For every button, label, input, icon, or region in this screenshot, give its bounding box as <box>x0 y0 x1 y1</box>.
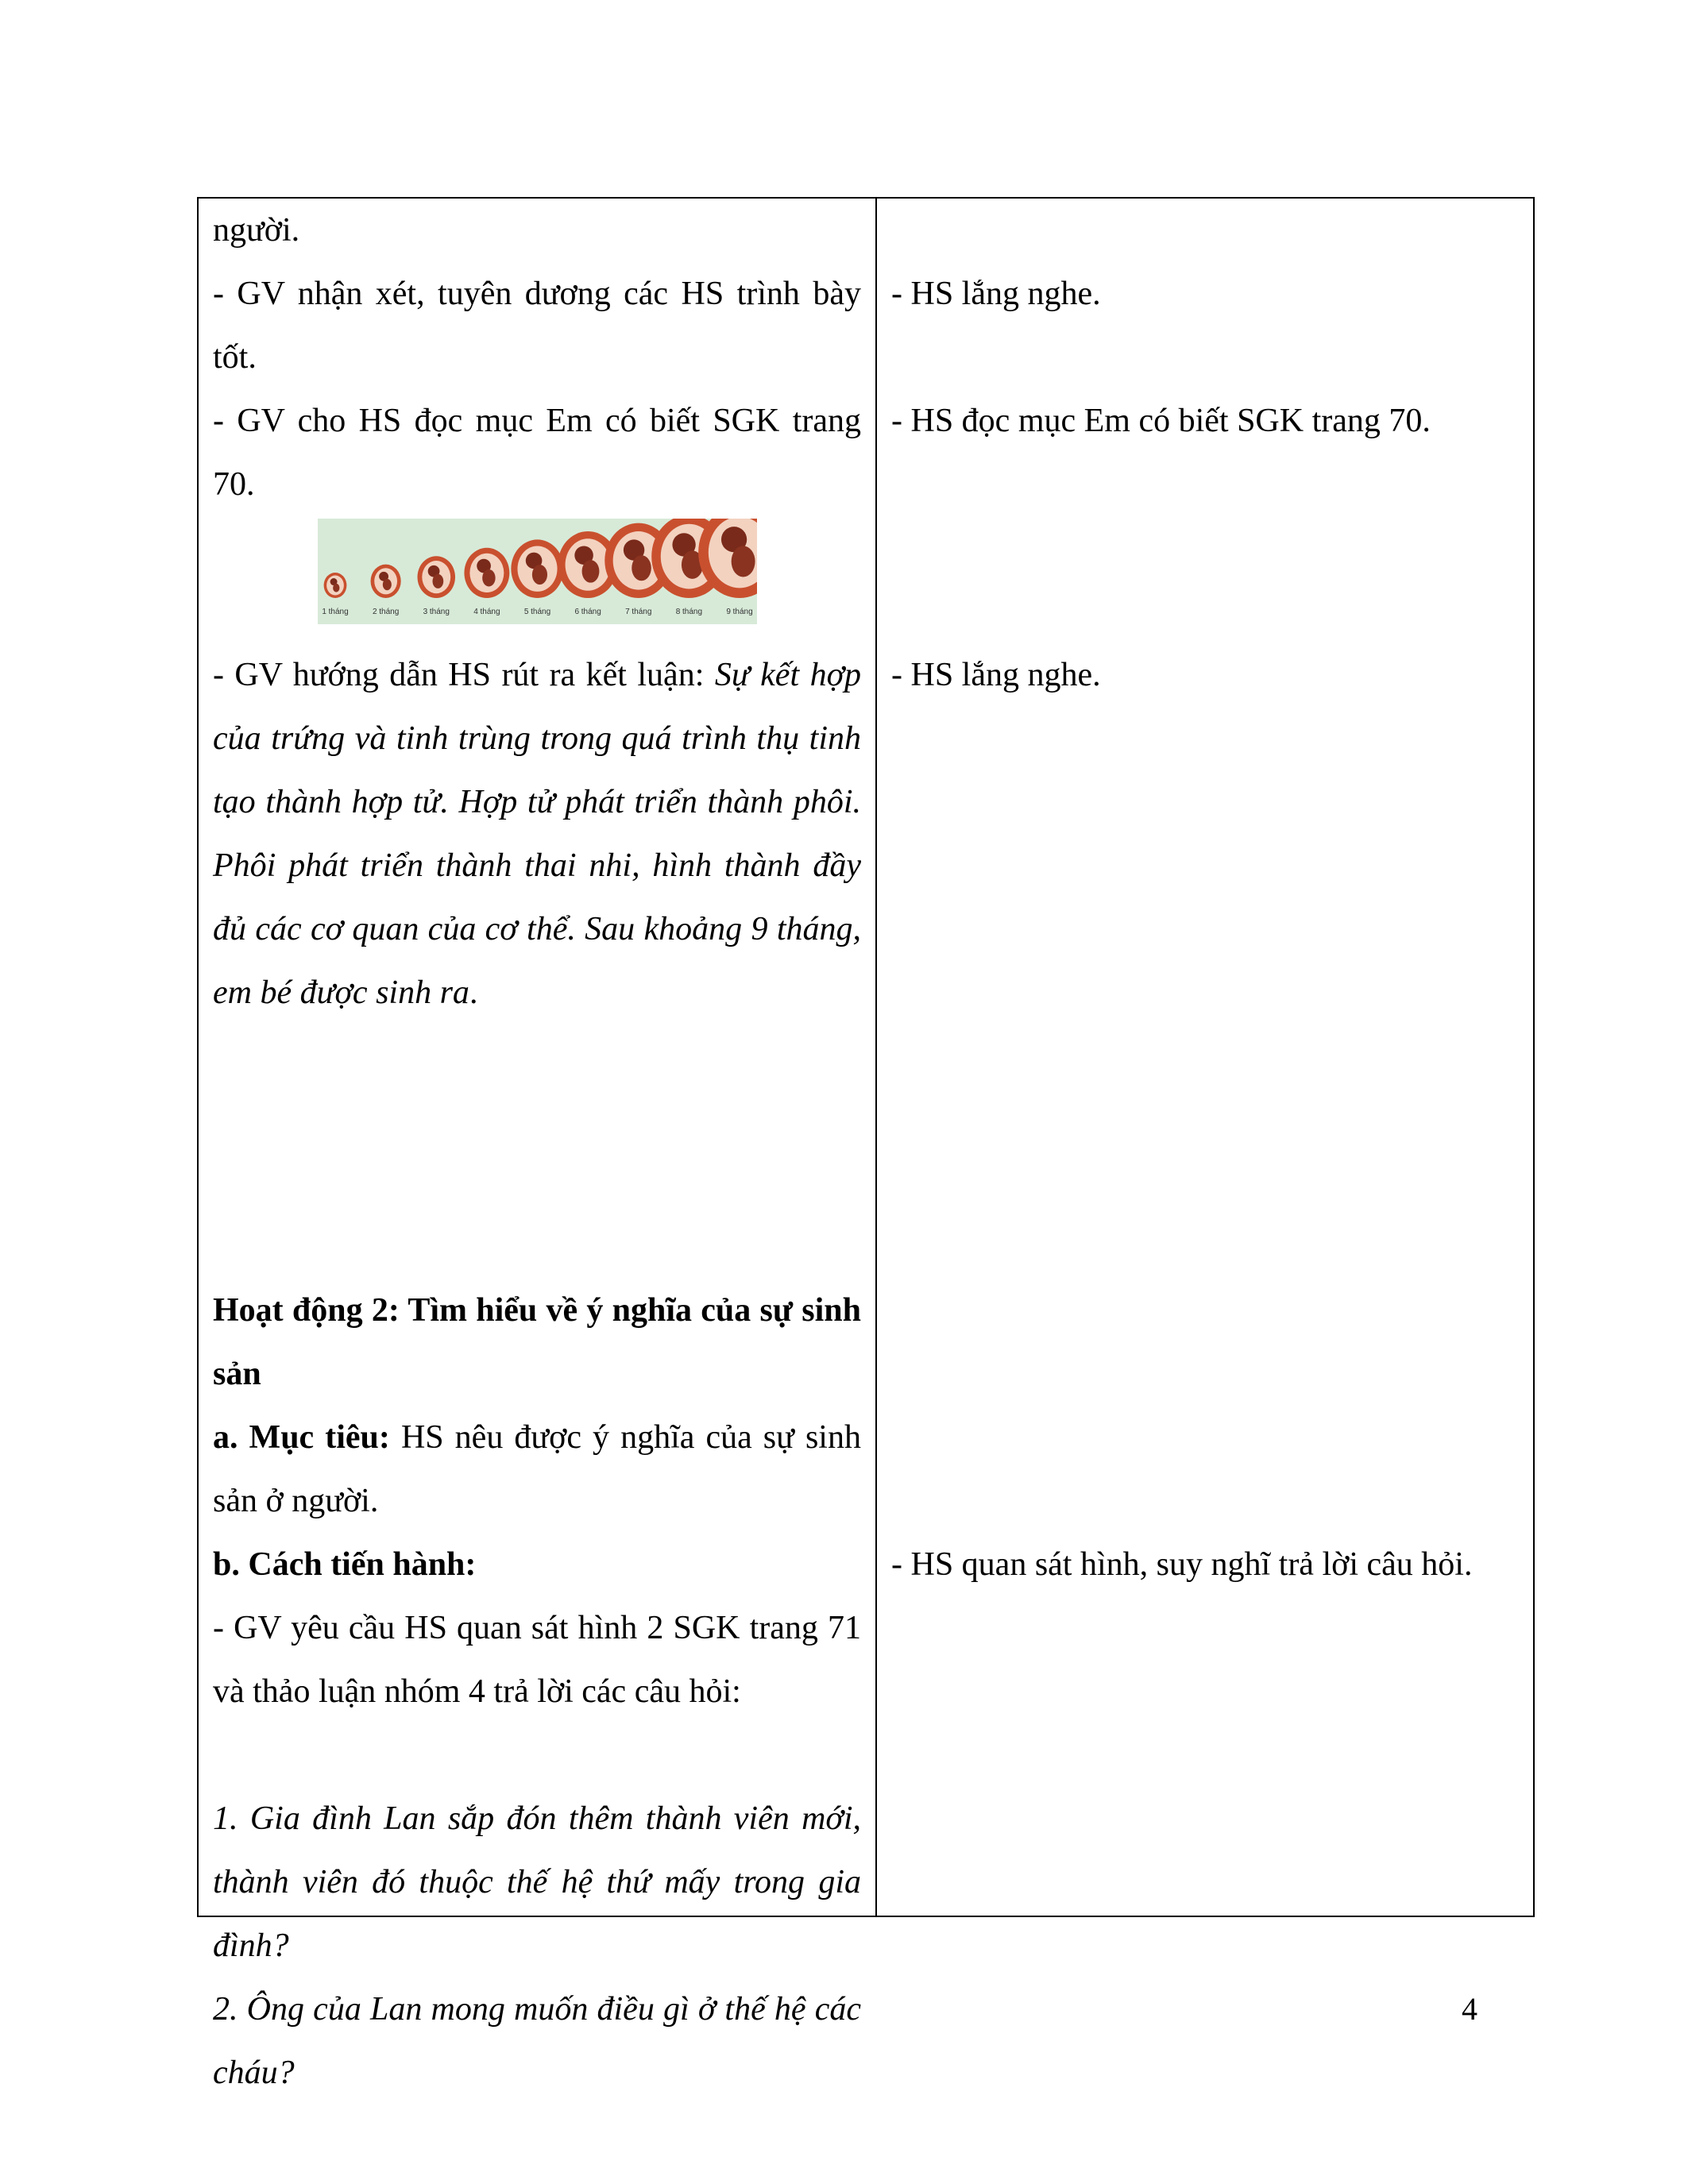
fetus-body <box>732 546 755 577</box>
fetus-body <box>432 574 443 588</box>
question-2-text: 2. Ông của Lan mong muốn điều gì ở thế hệ các cháu? <box>213 1991 861 2091</box>
fetal-stage <box>322 573 348 616</box>
fetal-stages-illustration <box>318 519 757 624</box>
stage-label: 7 tháng <box>625 608 652 616</box>
stage-label: 3 tháng <box>423 608 450 616</box>
fetal-stage <box>511 539 563 616</box>
teacher-praise-paragraph: - GV nhận xét, tuyên dương các HS trình bày tốt. <box>213 276 861 376</box>
fetal-stage <box>698 519 757 616</box>
column-divider <box>875 199 877 1916</box>
conclusion-period: . <box>469 974 478 1011</box>
fetus-body <box>532 565 547 585</box>
stage-label: 4 tháng <box>473 608 500 616</box>
goal-label: a. Mục tiêu: <box>213 1419 390 1456</box>
fetus-body <box>582 560 600 583</box>
fetus-body <box>482 569 495 586</box>
fetal-stage <box>464 548 509 616</box>
stage-label: 9 tháng <box>726 608 753 616</box>
group-discussion-paragraph: - GV yêu cầu HS quan sát hình 2 SGK trang 71 và thảo luận nhóm 4 trả lời các câu hỏi: <box>213 1610 861 1710</box>
question-1 <box>213 1787 861 1978</box>
stage-label: 1 tháng <box>322 608 349 616</box>
student-listen-2: - HS lắng nghe. <box>891 657 1101 693</box>
student-observe-response: - HS quan sát hình, suy nghĩ trả lời câu hỏi. <box>891 1546 1473 1583</box>
page-number: 4 <box>1462 1991 1477 2027</box>
stage-label: 8 tháng <box>675 608 703 616</box>
goal-text: HS nêu được ý nghĩa của sự sinh sản ở người. <box>213 1419 861 1519</box>
stage-label: 2 tháng <box>372 608 400 616</box>
conclusion-text: Sự kết hợp của trứng và tinh trùng trong quá trình thụ tinh tạo thành hợp tử. Hợp tử phát triển thành phôi. Phôi phát triển thành thai nhi, hình thành đầy đủ các cơ quan của cơ thể. Sau khoảng 9 tháng, em bé được sinh ra <box>213 657 861 1011</box>
conclusion-lead: - GV hướng dẫn HS rút ra kết luận: <box>213 657 715 693</box>
activity-2-heading <box>213 1279 861 1406</box>
method-label: b. Cách tiến hành: <box>213 1546 477 1583</box>
question-1-text: 1. Gia đình Lan sắp đón thêm thành viên mới, thành viên đó thuộc thế hệ thứ mấy trong gia đình? <box>213 1800 861 1964</box>
teacher-reading-paragraph: - GV cho HS đọc mục Em có biết SGK trang 70. <box>213 403 861 503</box>
fetus-body <box>333 584 339 592</box>
activity-2-title: Hoạt động 2: Tìm hiểu về ý nghĩa của sự sinh sản <box>213 1292 861 1392</box>
continued-line: người. <box>213 212 300 249</box>
fetus-body <box>632 555 651 581</box>
fetal-stage <box>371 565 401 616</box>
conclusion-paragraph <box>213 643 861 1024</box>
student-listen-1: - HS lắng nghe. <box>891 276 1101 312</box>
method-heading <box>213 1533 861 1596</box>
fetus-body <box>383 579 392 590</box>
goal-paragraph <box>213 1406 861 1533</box>
student-read-response: - HS đọc mục Em có biết SGK trang 70. <box>891 403 1431 439</box>
question-2 <box>213 1978 861 2105</box>
stage-label: 5 tháng <box>523 608 551 616</box>
lesson-table <box>197 197 1535 2091</box>
fetal-stage <box>417 556 455 616</box>
fetal-development-figure <box>318 519 757 624</box>
stage-label: 6 tháng <box>574 608 601 616</box>
